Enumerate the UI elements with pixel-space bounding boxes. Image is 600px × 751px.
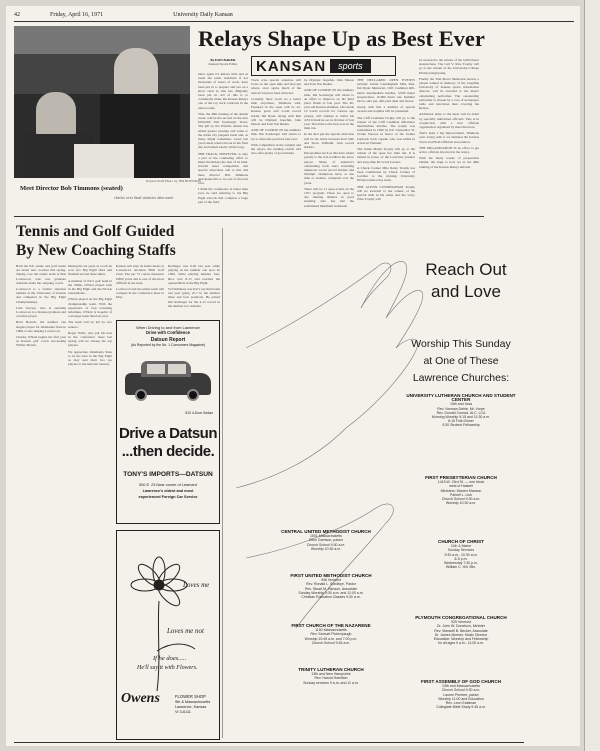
church-ad [226, 228, 522, 740]
church-line: Worship 10:30 a.m. [445, 501, 477, 506]
main-col2-p4: With competition in the weights and the relays, the running events will also offer plenty of good marks. [251, 142, 301, 156]
flower-ad [116, 530, 220, 740]
datsun-tagline2: ...then decide. [121, 443, 215, 460]
main-col5-p6: With the many weeks of preparation behind, the stage is now set as the 46th running of the Kansas Relays unfolds. [419, 156, 479, 169]
main-col1-p1: Once again it's Relays time and as usual the team, hundreds if not thousands of hours of work, have been put in to prepare and put on a show such as this has diligently been put in. All of this is to continually make the Kansas Relays one of the top track carnivals in the nation today. [198, 72, 248, 110]
church-listing-first-assembly-of-god [398, 680, 524, 709]
main-col4-p4: The Julius Marks Trophy will go to the winner of the open two mile run. It is named in honor of the Lawrence jeweler and long-time KU track booster. [357, 147, 415, 164]
datsun-address: 500 E. 23 Near corner of Learnard [139, 483, 197, 487]
second-col4-p2: Val Simmons was KU's top third team last year going 10-7 in the number three and four positions. He joined Jim Rollinger for the 4-15 record in the number two doubles. [168, 287, 220, 308]
kansan-logo-section: sports [330, 59, 371, 73]
datsun-line3: Datsun Report [150, 337, 186, 343]
datsun-line4: (As Reported by the No. 1 Consumers Magazine) [130, 343, 206, 347]
church-line: Rev. Samuel Pickenpaugh [310, 632, 352, 637]
bottom-rule [14, 742, 524, 743]
second-headline-line2: By New Coaching Staffs [16, 242, 176, 259]
church-name: FIRST PRESBYTERIAN CHURCH [425, 475, 497, 480]
main-col2-p3: AND OF COURSE IN the numbers mile Jim Sossberger will return to try to better his previous best ever. [251, 128, 301, 141]
second-col1-p3: John Sawyer, who is assisting Lockwood, is a Kansas graduate and a former player. [16, 305, 66, 319]
church-line: Collegiate Bible Study 9:45 a.m. [436, 705, 486, 710]
column-rule [222, 228, 223, 738]
church-line: Sunday services 9 a.m. and 11 a.m. [303, 680, 359, 685]
church-line: Worship 10:45 a.m. and 7:00 p.m. [304, 636, 358, 641]
main-col4-p2: Along with this a number of special awards and trophies will be presented. [357, 105, 415, 114]
church-line: Rev. Stuart M. Hanson, Associate [304, 586, 358, 591]
church-line: 1415 W. 23rd St. — one block [437, 480, 485, 485]
second-col3-p1: Kansas will play its home meets at Lawrence's Alvamar Hills Golf Club. The par 72 course measures 6,800 yards and is one of the most difficult in the state. [116, 264, 164, 285]
church-listing-first-presbyterian [398, 476, 524, 505]
church-name: FIRST CHURCH OF THE NAZARENE [291, 623, 371, 628]
main-story-col-3 [304, 78, 354, 214]
second-headline-line1: Tennis and Golf Guided [16, 223, 175, 240]
main-col3-p4: Personalities such as this have added greatly to the rich tradition the show enjoys. Many of America's outstanding track stars, including numerous world record holders and Olympic champions have, at one time or another, competed over the years. [304, 151, 354, 185]
main-col1-p3: THE TRACK, HOWEVER, is only a part of the continuing effort to make the Relays the best of its kind. Overall meet competition and special attractions add to this and meet director Bob Timmons anticipates this to be one of the best ever. [198, 151, 248, 186]
second-col2-p3: O'Neal played on the Big Eight championship team. With the experience of four returning lettermen, O'Neal is hopeful of a stronger team than last year. [68, 297, 112, 319]
main-col5-p2: Finally the Tom Pierce Memorial Award, a plaque named in memory of the longtime University of Kansas sports information director, will be awarded to the meet's outstanding performer. The outstanding performer is chosen by a vote of newspaper radio and television men covering the Relays. [419, 76, 479, 111]
main-col3-p1: be Olympic hopefuls John Mason and Tom Von Ruden. [304, 78, 354, 87]
church-line: Morning Worship 9:15 and 11:30 a.m. [431, 415, 491, 420]
church-listing-first-united-methodist [266, 574, 396, 599]
flower-shop-label: FLOWER SHOP [175, 694, 206, 699]
second-col1-p5: Charley O'Neal begins his first year as Kansas golf coach succeeding Wilbur Martin. [16, 335, 66, 348]
church-sub3: Lawrence Churches: [412, 372, 510, 384]
datsun-model: 510 4-Door Sedan [185, 411, 213, 415]
church-line: 13th and New Hampshire [311, 672, 351, 677]
church-line: 11th & Maine [450, 544, 472, 549]
church-line: Wednesday 7:30 p.m. [444, 561, 478, 566]
church-line: Education: Worship and Fellowship [433, 637, 489, 642]
main-col3-p2: AND OF COURSE IN the numbers mile, Jim Sossberger will return to an effort to improve on his third place finish of last year. The 40-year-old Kansas alumnus, who holds 10 world records for various age groups, will attempt to better his 4:35.9 mark he set in October of last year. That time is his best ever in the mile run. [304, 88, 354, 131]
church-line: 1501 Massachusetts [309, 534, 343, 539]
main-story-col-1 [198, 72, 248, 214]
photo-credit: Kansan Staff Photo by JIM BOYNKIN [146, 179, 202, 183]
church-listing-university-lutheran [398, 394, 524, 428]
datsun-line1: When Driving to and from Lawrence [136, 325, 200, 330]
second-col3-p2: Lockwood and the tennis team will compete in the conference meet in May. [116, 287, 164, 300]
main-col4-p1: THE DECLARED OPEN EVENTS include: Glenn Cunningham Mile Run, Jim Ryun Memorial, Cliff Cushman 400-meter intermediate hurdles, 3,000 meter steeplechase, 10,000 meter run, hammer throw, shot put, 440-yard dash and discus. [357, 78, 415, 104]
church-line: Church School 9:45 a.m. [311, 640, 351, 645]
church-sub2: at One of These [423, 355, 499, 367]
church-line: Christian Education Classes 9:30 a.m. [301, 595, 361, 600]
main-col5-p5: THE ORGANIZATION IS an effort to get active officials involved in the relays. [419, 145, 479, 155]
church-line: for all ages 9 a.m., 11:00 a.m. [437, 641, 485, 646]
second-col1-p2: Lockwood is a former standout netman at the University of Kansas and competed in the Big Eight Championships. [16, 287, 66, 304]
church-listing-church-of-christ [398, 540, 524, 569]
datsun-dealer: TONY'S IMPORTS—DATSUN [123, 471, 213, 478]
flower-shop-address: 9th & Massachusetts [175, 700, 211, 704]
kansan-logo-name: KANSAN [256, 57, 327, 75]
photo-caption: Meet Director Bob Timmons (seated) [20, 185, 123, 192]
church-headline1: Reach Out [425, 260, 507, 279]
second-story-col-4 [168, 264, 220, 316]
church-line: Rev. Leon Eastman [445, 701, 477, 706]
second-col2-p4: The team will be led by two seniors. [68, 320, 112, 329]
church-line: Rev. Harold Hamilton [314, 676, 348, 681]
church-name: TRINITY LUTHERAN CHURCH [298, 667, 364, 672]
flower-script1: Loves me [183, 581, 210, 589]
church-name: PLYMOUTH CONGREGATIONAL CHURCH [415, 615, 507, 620]
church-line: Elton Garrison, pastor [308, 538, 344, 543]
church-listing-plymouth-congregational [398, 616, 524, 645]
datsun-sub2: experienced Foreign Car Service [138, 495, 198, 499]
church-name: UNIVERSITY LUTHERAN CHURCH AND STUDENT CENTER [406, 393, 516, 403]
datsun-ad [116, 320, 220, 524]
main-col4-p5: A Chuck Cramer Mile Relay Trophy has been contributed by Chuck Cramer of Gardner to the winning University Division mile relay team. [357, 165, 415, 183]
second-story-col-3 [116, 264, 164, 316]
second-col2-p1: During his six years as coach he won two Big Eight titles and finished second three times. [68, 264, 112, 277]
church-line: Rev. Maxwell B. Becker, Associate [434, 628, 488, 633]
church-line: Worship 11:00 and Education [438, 696, 484, 701]
newspaper-page [6, 6, 580, 746]
church-line: 1150 Massachusetts [315, 628, 347, 633]
church-line: 925 Vermont [451, 620, 471, 625]
church-line: 5:30 Student Fellowship [442, 423, 480, 428]
page-number: 42 [14, 12, 20, 18]
flower-shop-phone: VI 3-6111 [175, 710, 191, 714]
church-name: CENTRAL UNITED METHODIST CHURCH [281, 529, 371, 534]
byline [198, 58, 248, 70]
church-name: FIRST UNITED METHODIST CHURCH [290, 573, 372, 578]
church-line: west of Haskell [449, 484, 473, 489]
second-col1-p4: Bold Hosack, the number one singles player for Oklahoma State in 1969, is also helping Lockwood. [16, 320, 66, 333]
second-story-col-1 [16, 264, 66, 734]
church-name: CHURCH OF CHRIST [438, 539, 484, 544]
main-col2-p1: Track wise special attention will focus on the open mile and shot put where, once again, much of the nation's best has been attracted. [251, 78, 301, 95]
datsun-tagline1: Drive a Datsun [118, 425, 218, 442]
church-line: Dr. James Moeser, Music Director [434, 632, 488, 637]
main-col3-p3: In the shot put the special attraction will be the battle between Karl Salb and Steve Wilhelm, both record holders. [304, 132, 354, 150]
main-col5-p1: be awarded to the winner of the 3,000 meter steeplechase. The Carl V. Rice Trophy will go to the winner of the University-College Division high jump. [419, 58, 479, 75]
second-story-col-2 [68, 264, 112, 734]
main-col1-p4: I think the conference is better than ever, he said referring to the Big Eight schools that comprise a large part of the field. [198, 187, 248, 204]
church-listing-trinity-lutheran [266, 668, 396, 685]
main-col1-p2: This, the 46th running of the annual event, will be the second on the new $250,000 Zim Sossberger Track. The gift by the Wichita oilman has added greater prestige and value to the urban city plagued event and, as many might remember, saved last year's meet when rain set in the final day and lashed nearly all the long. [198, 111, 248, 150]
church-listing-first-church-nazarene [266, 624, 396, 645]
main-col3-p5: There will be 11 open events on the 1971 program. Three are open to any running athletes in good standing who has met the established minimum standards. [304, 186, 354, 208]
news-photo [14, 26, 190, 178]
church-line: Lauren Pember, pastor [443, 692, 479, 697]
main-col4-p3: The Cliff Cushman Trophy will go to the winner of the Cliff Cushman 400-meter intermediate hurdles. The trophy was established in 1966 by KU Chancellor W. Clarke Wescoe in honor of the former Jayhawk track captain who was killed in action in Vietnam. [357, 115, 415, 145]
flower-shop-city: Lawrence, Kansas [175, 705, 207, 709]
paper-name: University Daily Kansan [173, 12, 233, 18]
main-story-col-5 [419, 58, 479, 214]
byline-name: By DON BAKER [210, 58, 236, 62]
church-headline2: and Love [431, 282, 501, 301]
main-col4-p6: THE GLENN CUNNINGHAM Trophy will be awarded to the winner of the special mile in his name and the Larry Wise Trophy will [357, 184, 415, 202]
church-line: Parkell L. Link [450, 492, 472, 497]
church-listing-central-united-methodist [266, 530, 386, 551]
second-col2-p2: A member of KU's golf team in the 1960s, O'Neal played both in the Big Eight and the NCAA tournaments. [68, 278, 112, 296]
main-story-col-2 [251, 78, 301, 214]
church-line: Church School 9:30 a.m. [441, 497, 481, 502]
main-story-col-4 [357, 78, 415, 214]
byline-title: Kansan Sports Editor [208, 62, 238, 67]
section-divider [14, 216, 484, 217]
flower-script3: If he does..... [153, 655, 187, 662]
main-headline: Relays Shape Up as Best Ever [198, 26, 485, 51]
church-line: & 6 p.m. [454, 556, 468, 561]
church-line: Sunday Services [447, 548, 475, 553]
second-col4-p1: Rollinger was 9-20 last year while playing in the number one spot. In 1969, while playing number four, Rice was 8-15 and reached the quarterfinals at the Big Eight. [168, 264, 220, 285]
second-col2-p5: Roger Wells, who put his best in the conference meet last spring will be among the top players. [68, 330, 112, 348]
main-col5-p3: Additional aides to the meet will be aided by specially uniformed officials. This is in conjunction with a new officials organization organized by meet directors. [419, 112, 479, 130]
church-sub1: Worship This Sunday [411, 338, 511, 350]
datsun-car-illustration [121, 355, 215, 411]
church-line: Church School 9:30 a.m. [441, 688, 481, 693]
datsun-line2: Drive with Confidence [146, 330, 190, 335]
second-col2-p6: We appreciate Oklahoma State to be the best in the Big Eight as they sent their two top players to the national tourney. [68, 349, 112, 367]
page-date: Friday, April 16, 1971 [50, 12, 104, 18]
church-line: Dr. John W. Donelson, Minister [436, 624, 486, 629]
flower-script2: Loves me not [167, 627, 204, 635]
church-line: 946 Vermont [321, 578, 341, 583]
church-line: Worship 10:30 a.m. [310, 546, 342, 551]
second-col1-p1: Both the KU tennis and golf teams are under new coaches this spring. Taking over the tennis team is Bob Lockwood, who was graduate assistant under the outgoing coach. [16, 264, 66, 285]
kansan-sports-logo [251, 56, 396, 76]
church-line: Rev. Ronald L. Sundbye, Pastor [306, 582, 356, 587]
church-line: Sunday Worship 9:30 a.m. and 11:00 a.m. [298, 590, 364, 595]
church-line: 6:15 Folk Dinner [448, 419, 474, 424]
church-name: FIRST ASSEMBLY OF GOD CHURCH [421, 679, 501, 684]
church-line: 9:30 a.m., 10:30 a.m. [444, 552, 478, 557]
daisy-illustration [117, 531, 221, 701]
flower-shop-name: Owens [121, 691, 160, 706]
datsun-sub1: Lawrence's oldest and most [142, 489, 194, 493]
church-line: Rev. Norman Dahle, Mr. Vorpe [437, 406, 485, 411]
adjacent-page-edge [584, 0, 600, 751]
church-line: Ministers: Warren Manson [440, 488, 482, 493]
photo-subcaption: checks over final statistics after meet [114, 195, 174, 200]
church-line: 13th and Massachusetts [442, 684, 480, 689]
church-line: 15th and Iowa [450, 402, 472, 407]
page-folio [14, 12, 574, 22]
main-col2-p2: Certainly there won't be a better mile anywhere, Timmons said. Featured in the open will be ex-Kansas great and world record holder Jim Ryun. Along with him will be Olympic hopefuls John Mason and Tom Von Ruden. [251, 96, 301, 127]
church-line: William C. Hill, Min. [445, 565, 477, 570]
church-line: Rev. Donald Conrad, ALC, LCA [436, 410, 486, 415]
church-line: Church School 9:30 a.m. [306, 542, 346, 547]
main-col5-p4: That's been a big improvement, Timmons said. Along with it we initiated the Kansas Track and Field Officials Association. [419, 131, 479, 144]
flower-script4: He'll say it with Flowers. [137, 665, 198, 671]
